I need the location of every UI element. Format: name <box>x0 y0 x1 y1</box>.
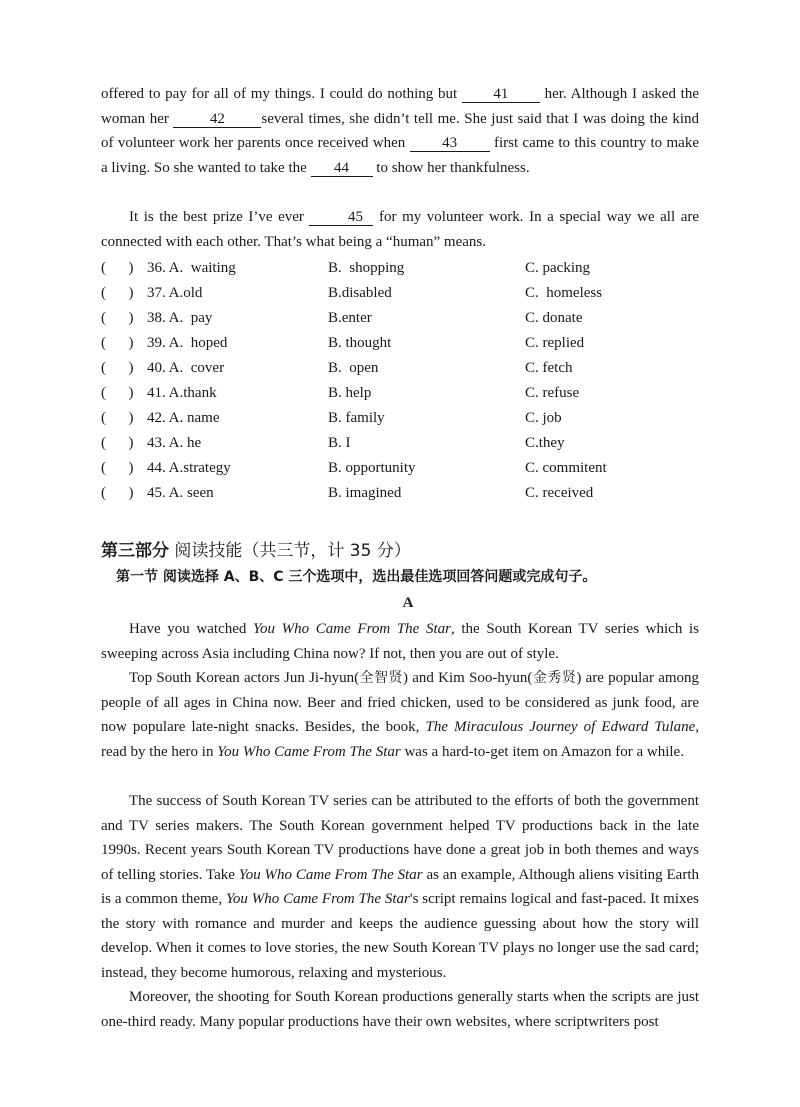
section-heading <box>101 540 411 562</box>
option-a[interactable]: 39. A. hoped <box>147 335 228 351</box>
option-b[interactable]: B. shopping <box>328 260 405 276</box>
option-c[interactable]: C. received <box>525 485 594 501</box>
article-text: ) and Kim Soo-hyun( <box>403 670 533 686</box>
section-title-bold: 第三部分 <box>101 541 169 561</box>
article-text: , the South Korean TV series which is sweeping across Asia including China now? If not, then you are out of style. <box>101 621 699 662</box>
option-b[interactable]: B. open <box>328 360 379 376</box>
option-row-43 <box>101 431 701 456</box>
article-text: 's script remains logical and fast-paced. It mixes the story with romance and murder and keeps the audience guessing about how the story will develop. When it comes to love stories, the new South Korean TV plays no longer use the sad card; instead, they become humorous, relaxing and mysterious. <box>101 891 699 981</box>
article-text: was a hard-to-get item on Amazon for a while. <box>400 743 684 760</box>
cloze-text: It is the best prize I’ve ever <box>129 209 310 225</box>
option-a[interactable]: 42. A. name <box>147 410 220 426</box>
option-row-42 <box>101 406 701 431</box>
answer-bracket[interactable]: ( ) <box>101 385 134 401</box>
answer-bracket[interactable]: ( ) <box>101 435 134 451</box>
cloze-text: to show her thankfulness. <box>372 159 530 176</box>
article-text: Top South Korean actors Jun Ji-hyun( <box>129 670 360 686</box>
option-row-37 <box>101 281 701 306</box>
option-b[interactable]: B. family <box>328 410 385 426</box>
option-c[interactable]: C. replied <box>525 335 585 351</box>
cloze-text: her. Although I asked the woman her <box>101 86 700 127</box>
option-row-44 <box>101 456 701 481</box>
option-row-45 <box>101 481 701 506</box>
answer-bracket[interactable]: ( ) <box>101 260 134 276</box>
option-c[interactable]: C.they <box>525 435 565 451</box>
italic-title: You Who Came From The Star <box>225 891 410 907</box>
option-a[interactable]: 45. A. seen <box>147 485 214 501</box>
italic-title: You Who Came From The Star <box>253 621 451 637</box>
cloze-text: for my volunteer work. In a special way we all are connected with each other. That’s what being a “human” means. <box>101 209 700 250</box>
blank-41[interactable]: 41 <box>462 86 540 103</box>
passage-label: A <box>402 595 414 611</box>
option-c[interactable]: C. packing <box>525 260 590 276</box>
answer-bracket[interactable]: ( ) <box>101 360 134 376</box>
article-text: Moreover, the shooting for South Korean productions generally starts when the scripts are just one-third ready. Many popular productions have their own websites, where scriptwriters post <box>101 989 699 1030</box>
option-b[interactable]: B. opportunity <box>328 460 416 476</box>
article-text: ) are popular among people of all ages in China now. Beer and fried chicken, used to be considered as junk food, are now populare late-night snacks. Besides, the book, <box>101 670 700 735</box>
option-row-38 <box>101 306 701 331</box>
article-text: Have you watched <box>129 621 254 637</box>
blank-45[interactable]: 45 <box>309 209 373 226</box>
subsection-instruction: 第一节 阅读选择 A、B、C 三个选项中，选出最佳选项回答问题或完成句子。 <box>116 569 597 585</box>
option-b[interactable]: B. help <box>328 385 372 401</box>
option-b[interactable]: B.enter <box>328 310 372 326</box>
option-c[interactable]: C. homeless <box>525 285 603 301</box>
article-paragraph-2 <box>101 666 699 764</box>
chinese-name: 金秀贤 <box>532 670 577 686</box>
article-text: The success of South Korean TV series can be attributed to the efforts of both the government and TV series makers. The South Korean government helped TV productions back in the late 1990s. Recent years South Korean TV productions have done a great job in both themes and ways of telling stories. Take <box>101 793 699 883</box>
answer-bracket[interactable]: ( ) <box>101 460 134 476</box>
article-paragraph-3 <box>101 789 699 985</box>
option-row-39 <box>101 331 701 356</box>
option-b[interactable]: B. I <box>328 435 351 451</box>
italic-title: You Who Came From The Star <box>217 743 401 760</box>
answer-bracket[interactable]: ( ) <box>101 485 134 501</box>
option-c[interactable]: C. donate <box>525 310 583 326</box>
cloze-paragraph-2 <box>101 205 699 254</box>
italic-title: The Miraculous Journey of Edward Tulane <box>425 719 696 735</box>
option-a[interactable]: 38. A. pay <box>147 310 213 326</box>
article-paragraph-1 <box>101 617 699 666</box>
cloze-text: first came to this country to make a living. So she wanted to take the <box>101 135 699 176</box>
option-a[interactable]: 43. A. he <box>147 435 202 451</box>
option-a[interactable]: 37. A.old <box>147 285 203 301</box>
option-a[interactable]: 36. A. waiting <box>147 260 236 276</box>
option-b[interactable]: B. thought <box>328 335 392 351</box>
option-a[interactable]: 40. A. cover <box>147 360 225 376</box>
option-row-40 <box>101 356 701 381</box>
chinese-name: 全智贤 <box>359 670 404 686</box>
option-a[interactable]: 44. A.strategy <box>147 460 231 476</box>
option-b[interactable]: B. imagined <box>328 485 402 501</box>
article-text: , read by the hero in <box>101 719 699 760</box>
blank-43[interactable]: 43 <box>410 135 490 152</box>
cloze-text: offered to pay for all of my things. I could do nothing but <box>101 86 462 102</box>
blank-44[interactable]: 44 <box>311 160 373 177</box>
answer-bracket[interactable]: ( ) <box>101 410 134 426</box>
option-c[interactable]: C. refuse <box>525 385 580 401</box>
italic-title: You Who Came From The Star <box>238 866 423 883</box>
answer-bracket[interactable]: ( ) <box>101 310 134 326</box>
option-row-41 <box>101 381 701 406</box>
option-c[interactable]: C. job <box>525 410 562 426</box>
section-title-rest: 阅读技能（共三节，计 35 分） <box>174 541 411 561</box>
blank-42[interactable]: 42 <box>173 111 261 128</box>
cloze-paragraph-1 <box>101 82 699 180</box>
answer-bracket[interactable]: ( ) <box>101 285 134 301</box>
answer-bracket[interactable]: ( ) <box>101 335 134 351</box>
cloze-text: several times, she didn’t tell me. She just said that I was doing the kind of volunteer work her parents once received when <box>101 110 699 151</box>
option-row-36 <box>101 256 701 281</box>
option-c[interactable]: C. commitent <box>525 460 607 476</box>
article-paragraph-4 <box>101 985 699 1034</box>
option-a[interactable]: 41. A.thank <box>147 385 217 401</box>
option-c[interactable]: C. fetch <box>525 360 573 376</box>
option-b[interactable]: B.disabled <box>328 285 392 301</box>
article-text: as an example, Although aliens visiting Earth is a common theme, <box>101 866 699 907</box>
